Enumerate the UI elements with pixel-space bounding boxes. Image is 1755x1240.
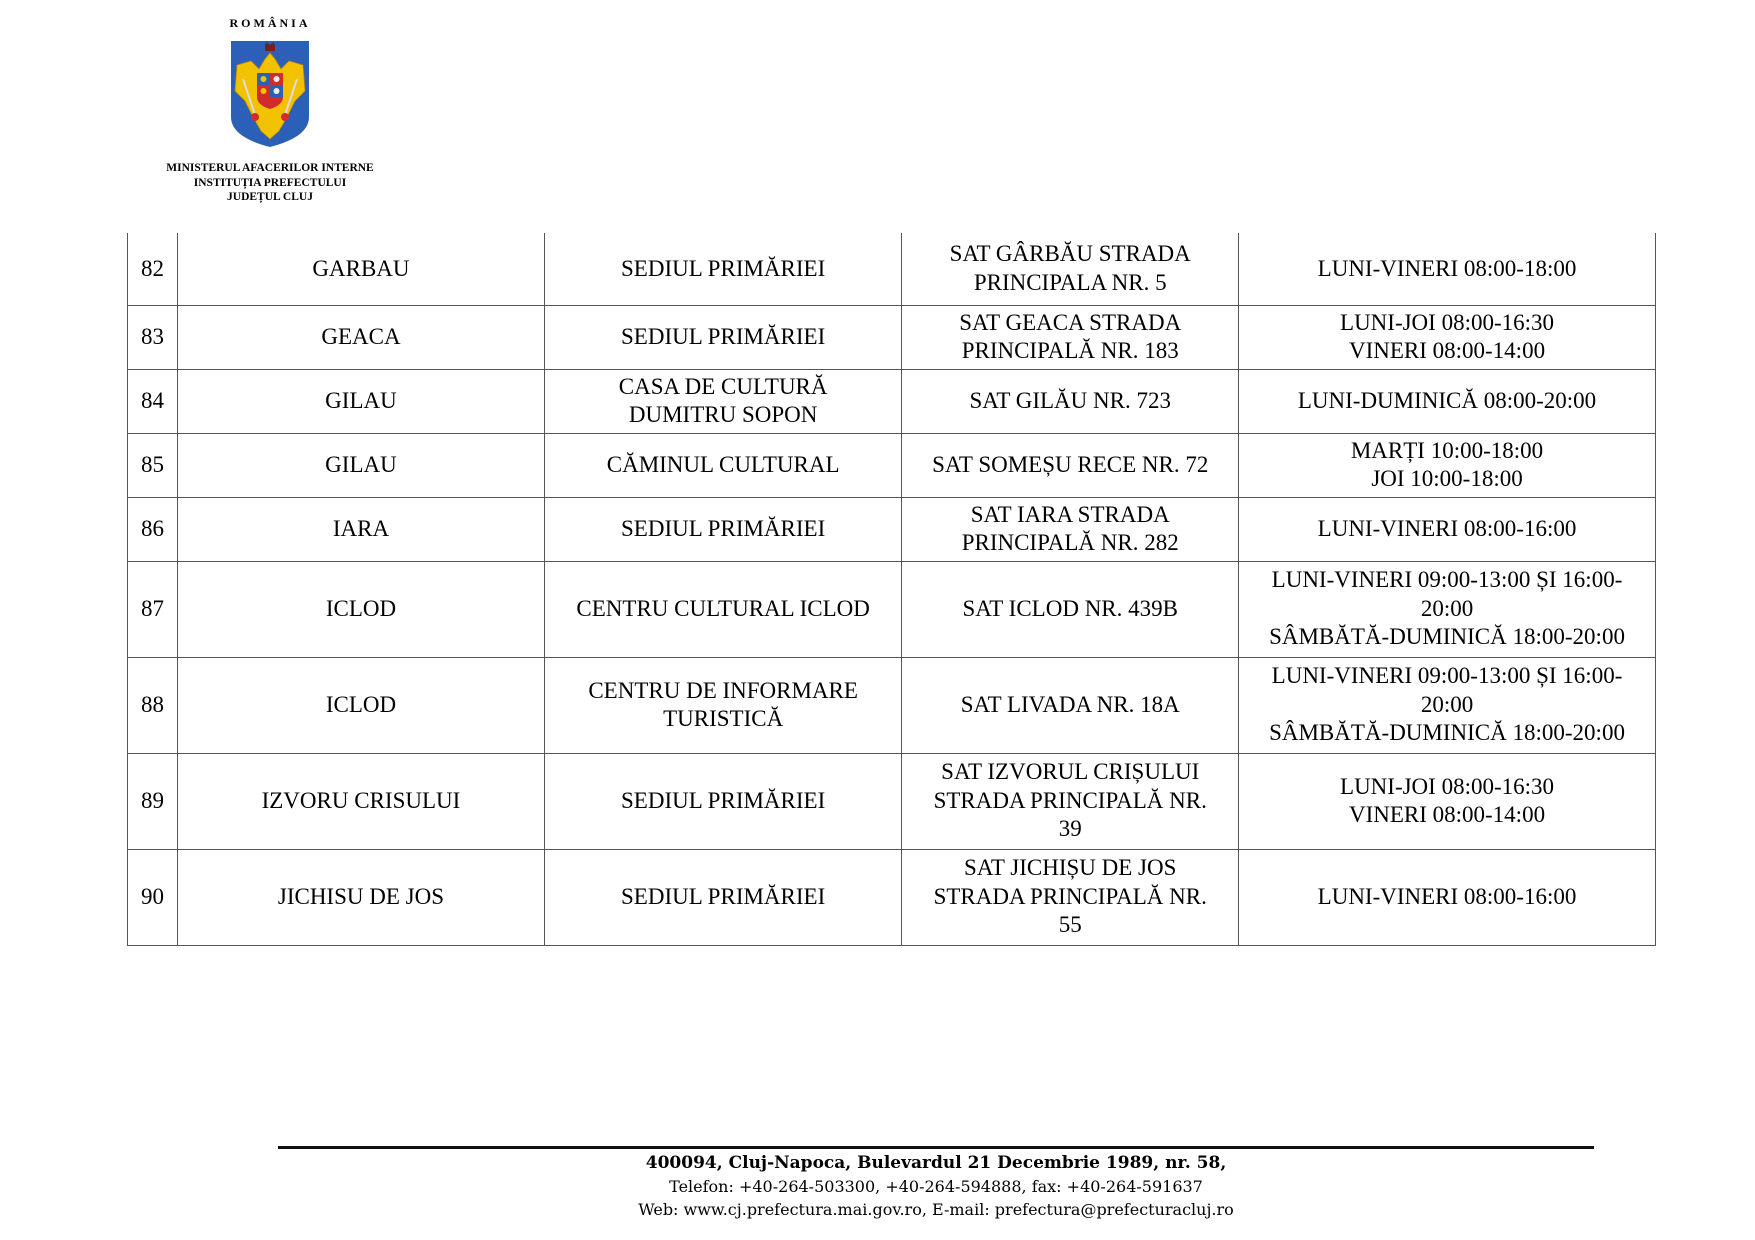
locations-table: [127, 233, 1656, 946]
schedule-text: SÂMBĂTĂ-DUMINICĂ 18:00-20:00: [1269, 624, 1625, 650]
location-cell: [544, 433, 902, 497]
locality-cell: [178, 849, 545, 945]
footer: [278, 1146, 1594, 1221]
row-number-text: 90: [141, 883, 164, 909]
row-number-text: 87: [141, 595, 164, 621]
row-number-text: 82: [141, 255, 164, 281]
location-text: SEDIUL PRIMĂRIEI: [621, 883, 826, 909]
schedule-cell: [1239, 561, 1656, 657]
schedule-text: LUNI-VINERI 09:00-13:00 ȘI 16:00-: [1271, 567, 1623, 593]
row-number-cell: [128, 849, 178, 945]
address-cell: [902, 433, 1239, 497]
country-name: ROMÂNIA: [229, 16, 311, 30]
location-cell: [544, 849, 902, 945]
schedule-text: LUNI-VINERI 08:00-18:00: [1317, 255, 1577, 281]
location-text: SEDIUL PRIMĂRIEI: [621, 787, 826, 813]
address-text: PRINCIPALĂ NR. 282: [961, 530, 1179, 555]
location-text: SEDIUL PRIMĂRIEI: [621, 323, 826, 349]
schedule-cell: [1239, 305, 1656, 369]
schedule-text: LUNI-DUMINICĂ 08:00-20:00: [1297, 387, 1597, 413]
locality-cell: [178, 657, 545, 753]
locality-cell: [178, 369, 545, 433]
location-text: CENTRU CULTURAL ICLOD: [576, 595, 870, 621]
table-row: [128, 657, 1656, 753]
address-text: STRADA PRINCIPALĂ NR.: [933, 787, 1207, 813]
address-cell: [902, 657, 1239, 753]
address-text: SAT IARA STRADA: [970, 501, 1170, 527]
location-cell: [544, 657, 902, 753]
county-line: JUDEȚUL CLUJ: [227, 191, 313, 203]
locality-cell: [178, 305, 545, 369]
address-cell: [902, 497, 1239, 561]
schedule-text: 20:00: [1420, 691, 1474, 717]
location-text: DUMITRU SOPON: [628, 402, 818, 427]
schedule-text: LUNI-JOI 08:00-16:30: [1340, 773, 1555, 799]
locality-cell: [178, 497, 545, 561]
table-row: [128, 849, 1656, 945]
schedule-text: LUNI-VINERI 09:00-13:00 ȘI 16:00-: [1271, 663, 1623, 689]
schedule-text: SÂMBĂTĂ-DUMINICĂ 18:00-20:00: [1269, 720, 1625, 746]
schedule-text: JOI 10:00-18:00: [1371, 466, 1523, 491]
schedule-text: LUNI-VINERI 08:00-16:00: [1317, 883, 1577, 909]
schedule-text: VINERI 08:00-14:00: [1348, 802, 1546, 827]
table-row: [128, 497, 1656, 561]
locality-cell: [178, 433, 545, 497]
schedule-cell: [1239, 753, 1656, 849]
row-number-cell: [128, 305, 178, 369]
address-text: 39: [1058, 816, 1082, 842]
letterhead: [140, 14, 400, 205]
locality-text: ICLOD: [325, 691, 397, 717]
schedule-cell: [1239, 369, 1656, 433]
address-cell: [902, 561, 1239, 657]
footer-address: 400094, Cluj-Napoca, Bulevardul 21 Decembrie 1989, nr. 58,: [645, 1153, 1227, 1173]
location-cell: [544, 369, 902, 433]
row-number-text: 89: [141, 787, 164, 813]
ministry-line: MINISTERUL AFACERILOR INTERNE: [166, 162, 374, 174]
address-cell: [902, 753, 1239, 849]
address-cell: [902, 369, 1239, 433]
location-cell: [544, 497, 902, 561]
address-text: SAT IZVORUL CRIȘULUI: [941, 759, 1200, 785]
table-row: [128, 305, 1656, 369]
location-cell: [544, 305, 902, 369]
address-text: SAT JICHIȘU DE JOS: [964, 855, 1177, 881]
table-body: [128, 233, 1656, 945]
schedule-cell: [1239, 657, 1656, 753]
address-text: SAT GÂRBĂU STRADA: [949, 241, 1191, 267]
row-number-cell: [128, 561, 178, 657]
footer-phones: Telefon: +40-264-503300, +40-264-594888, fax: +40-264-591637: [669, 1177, 1203, 1196]
row-number-cell: [128, 369, 178, 433]
locality-text: GILAU: [325, 387, 397, 413]
location-text: CĂMINUL CULTURAL: [606, 451, 840, 477]
locality-text: IARA: [332, 515, 390, 541]
schedule-cell: [1239, 433, 1656, 497]
locality-text: JICHISU DE JOS: [277, 883, 445, 909]
table-row: [128, 369, 1656, 433]
location-cell: [544, 561, 902, 657]
locality-cell: [178, 753, 545, 849]
locality-text: GILAU: [325, 451, 397, 477]
address-text: SAT GILĂU NR. 723: [969, 387, 1171, 413]
locality-text: IZVORU CRISULUI: [261, 787, 461, 813]
row-number-text: 88: [141, 691, 164, 717]
table-row: [128, 561, 1656, 657]
locality-cell: [178, 233, 545, 305]
schedule-cell: [1239, 497, 1656, 561]
schedule-text: VINERI 08:00-14:00: [1348, 338, 1546, 363]
locality-cell: [178, 561, 545, 657]
footer-divider: [278, 1146, 1594, 1149]
address-cell: [902, 849, 1239, 945]
ministry-name-block: [140, 161, 400, 205]
address-text: 55: [1058, 912, 1082, 938]
location-text: CASA DE CULTURĂ: [618, 373, 828, 399]
address-text: SAT SOMEȘU RECE NR. 72: [932, 451, 1209, 477]
footer-web-email: Web: www.cj.prefectura.mai.gov.ro, E-mail: prefectura@prefecturacluj.ro: [638, 1200, 1234, 1219]
address-text: PRINCIPALA NR. 5: [973, 269, 1167, 295]
row-number-cell: [128, 433, 178, 497]
row-number-text: 86: [141, 515, 164, 541]
row-number-cell: [128, 657, 178, 753]
schedule-cell: [1239, 233, 1656, 305]
location-text: SEDIUL PRIMĂRIEI: [621, 515, 826, 541]
schedule-text: LUNI-VINERI 08:00-16:00: [1317, 515, 1577, 541]
locality-text: GARBAU: [312, 255, 410, 281]
table-row: [128, 233, 1656, 305]
locality-text: GEACA: [321, 323, 401, 349]
address-text: SAT LIVADA NR. 18A: [960, 691, 1180, 717]
address-cell: [902, 305, 1239, 369]
schedule-cell: [1239, 849, 1656, 945]
row-number-text: 83: [141, 323, 164, 349]
address-text: SAT GEACA STRADA: [959, 309, 1182, 335]
row-number-cell: [128, 753, 178, 849]
address-text: PRINCIPALĂ NR. 183: [961, 338, 1179, 363]
row-number-text: 85: [141, 451, 164, 477]
address-text: SAT ICLOD NR. 439B: [962, 595, 1178, 621]
location-text: SEDIUL PRIMĂRIEI: [621, 255, 826, 281]
institution-line: INSTITUȚIA PREFECTULUI: [193, 176, 347, 189]
locality-text: ICLOD: [325, 595, 397, 621]
romania-coat-of-arms-icon: [229, 39, 311, 149]
location-text: CENTRU DE INFORMARE: [588, 677, 858, 703]
schedule-text: LUNI-JOI 08:00-16:30: [1340, 309, 1555, 335]
location-cell: [544, 233, 902, 305]
schedule-text: 20:00: [1420, 595, 1474, 621]
schedule-text: MARȚI 10:00-18:00: [1350, 437, 1544, 463]
row-number-cell: [128, 497, 178, 561]
location-cell: [544, 753, 902, 849]
address-cell: [902, 233, 1239, 305]
row-number-cell: [128, 233, 178, 305]
location-text: TURISTICĂ: [663, 706, 784, 731]
table-row: [128, 753, 1656, 849]
address-text: STRADA PRINCIPALĂ NR.: [933, 883, 1207, 909]
row-number-text: 84: [141, 387, 164, 413]
table-row: [128, 433, 1656, 497]
